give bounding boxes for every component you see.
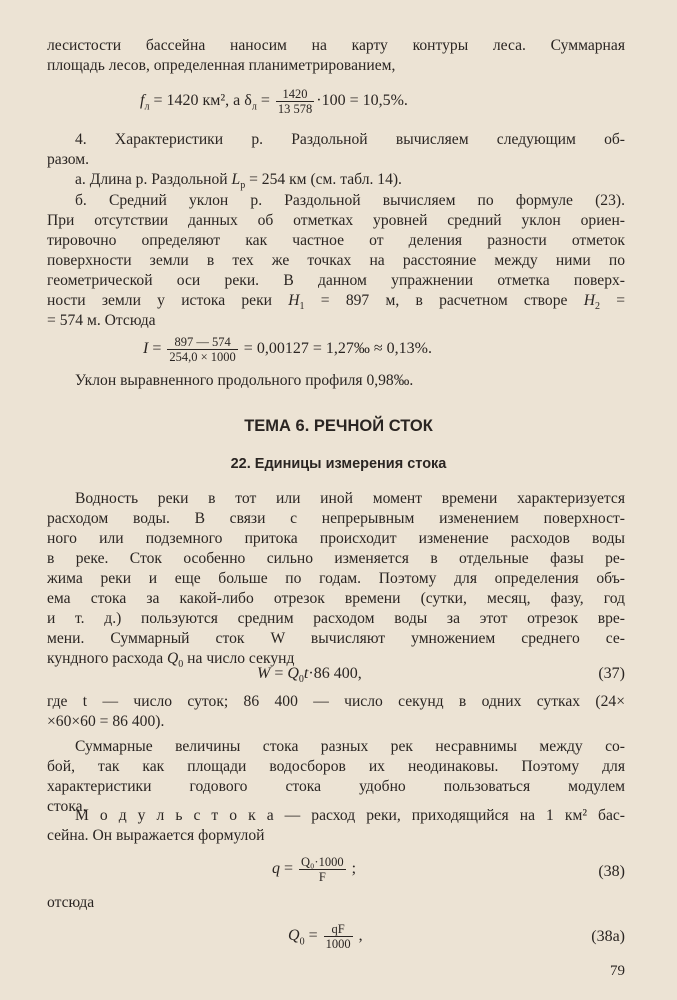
fraction: $\frac{1420}{13 578}$ xyxy=(277,87,313,116)
text-line: Суммарные величины стока разных рек несравнимы между со- xyxy=(75,738,625,755)
page-number: 79 xyxy=(610,963,625,979)
topic-title: ТЕМА 6. РЕЧНОЙ СТОК xyxy=(244,417,433,435)
section-title: 22. Единицы измерения стока xyxy=(230,456,447,472)
text-line: расходом воды. В связи с непрерывным изменением поверхност- xyxy=(47,510,625,527)
text-line: разом. xyxy=(47,151,90,168)
text-line: ема стока за какой-либо отрезок времени (сутки, месяц, фазу, год xyxy=(47,590,625,607)
text-line: отсюда xyxy=(47,894,95,911)
text-line: Уклон выравненного продольного профиля 0,98‰. xyxy=(75,372,414,389)
text-line: Водность реки в тот или иной момент времени характеризуется xyxy=(75,490,625,507)
fraction: $\frac{\text{Q₀·1000}}{F}$ xyxy=(301,855,344,884)
text-line: в реке. Сток особенно сильно изменяется в отдельные фазы ре- xyxy=(47,550,625,567)
equation-number: (37) xyxy=(598,665,625,682)
text-line: тировочно определяют как частное от деления разности отметок xyxy=(47,232,625,249)
text-line: кундного расхода $Q_0$ на число секунд xyxy=(47,650,295,671)
text-line: ности земли у истока реки $H_1 = 897$ м, в расчетном створе $H_2$ = xyxy=(47,292,625,313)
text-line: ного или подземного притока происходит изменение расходов воды xyxy=(47,530,625,547)
fraction: $\frac{qF}{1000}$ xyxy=(325,922,351,951)
text-line: поверхности земли в тех же точках на расстояние между ними по xyxy=(47,252,625,269)
text-line: ×60×60 = 86 400). xyxy=(47,713,165,730)
formula-37: $W = Q_0t\cdot 86$ 400, xyxy=(257,665,362,686)
text-line: и т. д.) пользуются средним расходом воды за этот отрезок вре- xyxy=(47,610,625,627)
formula-slope: I = $\frac{897 — 574}{254,0 \times 1000}$ = 0,00127 = 1,27‰ ≈ 0,13%. xyxy=(143,335,432,364)
text-line: где t — число суток; 86 400 — число секунд в одних сутках (24× xyxy=(47,693,625,710)
text-line: б. Средний уклон р. Раздольной вычисляем по формуле (23). xyxy=(75,192,625,209)
equation-number: (38а) xyxy=(591,928,625,945)
text-line: характеристики годового стока удобно пользоваться модулем xyxy=(47,778,625,795)
formula-forest-area: $f_л = 1420$ км², а $\delta_л$ = $\frac{1420}{13 578}$ ·100 = 10,5%. xyxy=(140,87,408,116)
text-line: бой, так как площади водосборов их неодинаковы. Поэтому для xyxy=(47,758,625,775)
text-line: мени. Суммарный сток W вычисляют умножением среднего се- xyxy=(47,630,625,647)
formula-38: q = $\frac{\text{Q₀·1000}}{F}$ ; xyxy=(272,855,357,884)
text-line: а. Длина р. Раздольной $L_р = 254$ км (см. табл. 14). xyxy=(75,171,402,192)
text-line: стока. xyxy=(47,798,87,815)
text-line: 4. Характеристики р. Раздольной вычисляем следующим об- xyxy=(75,131,625,148)
text-line: сейна. Он выражается формулой xyxy=(47,827,265,844)
text-line: геометрической оси реки. В данном упражнении отметка поверх- xyxy=(47,272,625,289)
text-line: = 574 м. Отсюда xyxy=(47,312,156,329)
text-line: При отсутствии данных об отметках уровней средний уклон ориен- xyxy=(47,212,625,229)
formula-38a: $Q_0$ = $\frac{qF}{1000}$ , xyxy=(288,922,363,951)
text-line: М о д у л ь с т о к а — расход реки, приходящийся на 1 км² бас- xyxy=(75,807,625,824)
equation-number: (38) xyxy=(598,863,625,880)
text-line: лесистости бассейна наносим на карту контуры леса. Суммарная xyxy=(47,37,625,54)
text-line: жима реки и еще больше по годам. Поэтому для определения объ- xyxy=(47,570,625,587)
fraction: $\frac{897 — 574}{254,0 \times 1000}$ xyxy=(169,335,236,364)
text-line: площадь лесов, определенная планиметрированием, xyxy=(47,57,396,74)
